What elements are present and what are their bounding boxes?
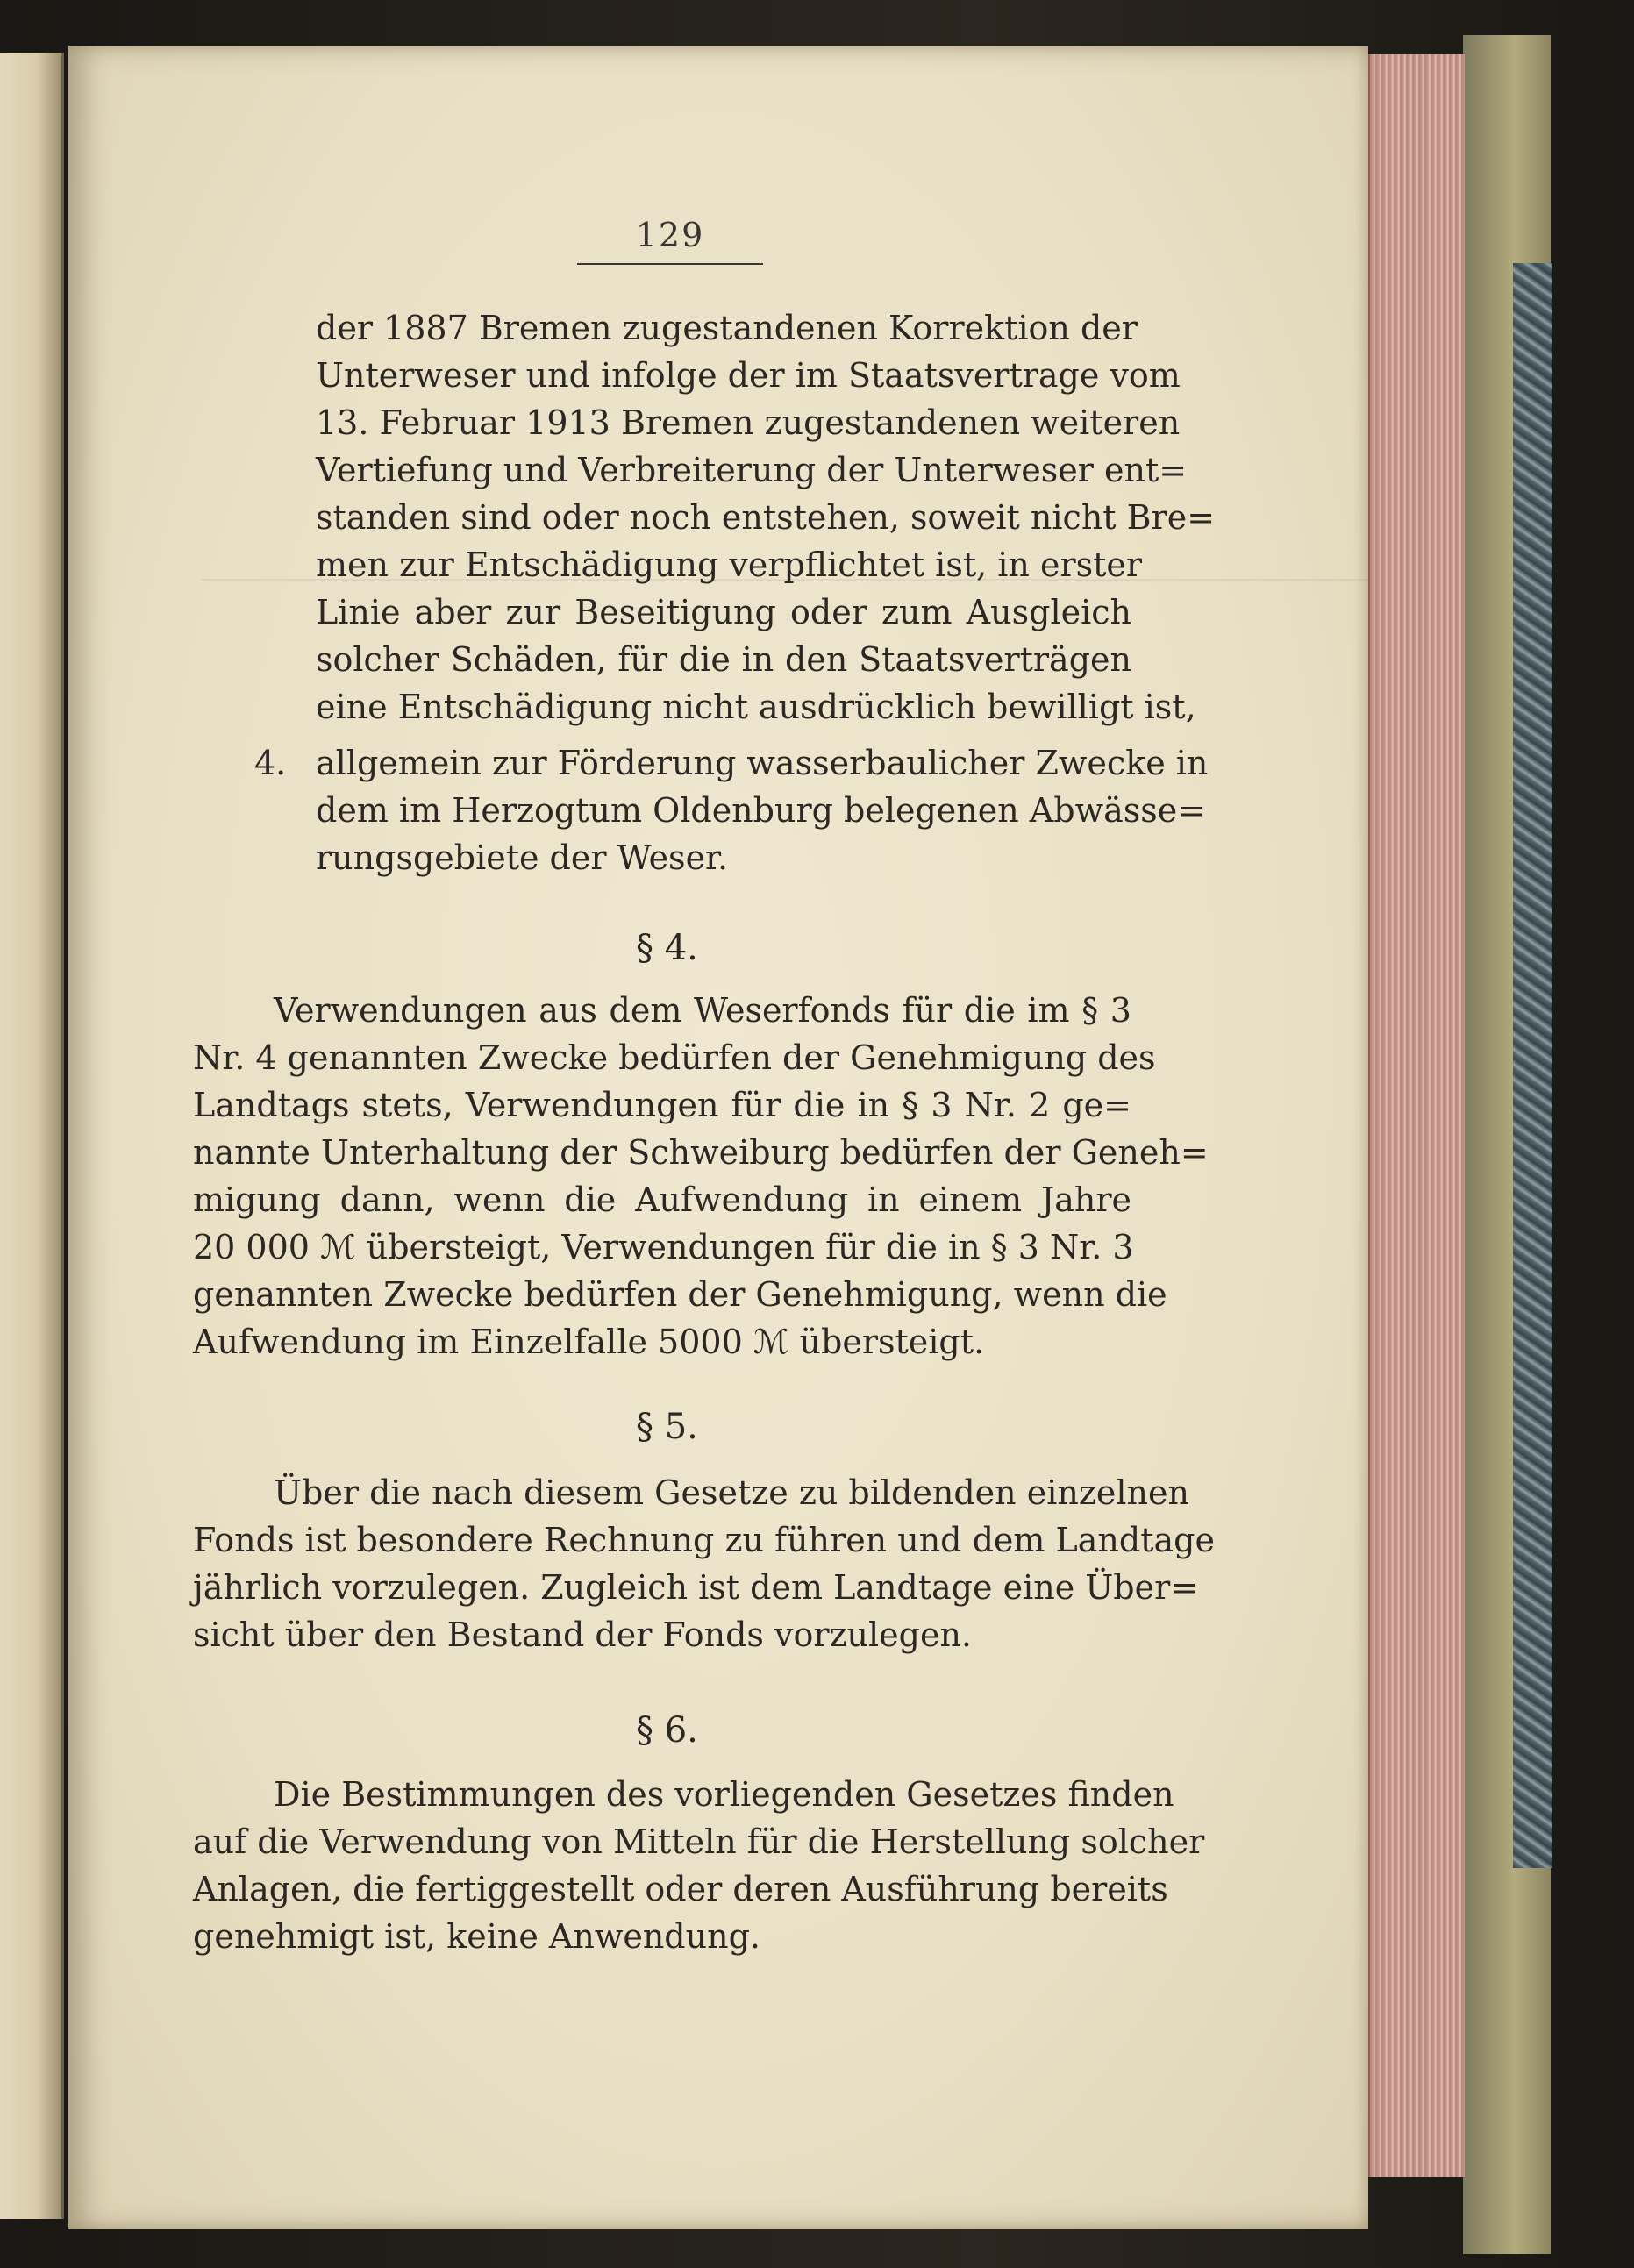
page-number: 129 bbox=[635, 216, 705, 254]
text-line: Linie aber zur Beseitigung oder zum Ausgleich bbox=[316, 593, 1131, 631]
text-line: Aufwendung im Einzelfalle 5000 ℳ übersteigt. bbox=[193, 1323, 985, 1361]
left-page-edge bbox=[0, 53, 64, 2219]
text-line: men zur Entschädigung verpflichtet ist, in erster bbox=[316, 546, 1143, 584]
text-line: Landtags stets, Verwendungen für die in § 3 Nr. 2 ge= bbox=[193, 1086, 1131, 1124]
text-line: 20 000 ℳ übersteigt, Verwendungen für die in § 3 Nr. 3 bbox=[193, 1228, 1134, 1266]
page-block-edges bbox=[1368, 54, 1465, 2177]
text-line: sicht über den Bestand der Fonds vorzulegen. bbox=[193, 1615, 972, 1654]
text-line: Unterweser und infolge der im Staatsvertrage vom bbox=[316, 356, 1181, 395]
text-line: 13. Februar 1913 Bremen zugestandenen weiteren bbox=[316, 403, 1181, 442]
text-line: Vertiefung und Verbreiterung der Unterweser ent= bbox=[316, 451, 1188, 489]
text-line: Die Bestimmungen des vorliegenden Gesetzes finden bbox=[274, 1775, 1174, 1814]
text-line: Nr. 4 genannten Zwecke bedürfen der Genehmigung des bbox=[193, 1038, 1156, 1077]
section-heading-6: § 6. bbox=[636, 1710, 698, 1751]
text-line: rungsgebiete der Weser. bbox=[316, 838, 729, 877]
text-line: der 1887 Bremen zugestandenen Korrektion der bbox=[316, 309, 1138, 347]
text-line: genannten Zwecke bedürfen der Genehmigung, wenn die bbox=[193, 1275, 1167, 1314]
text-line: eine Entschädigung nicht ausdrücklich bewilligt ist, bbox=[316, 688, 1196, 726]
text-line: genehmigt ist, keine Anwendung. bbox=[193, 1917, 760, 1956]
text-line: nannte Unterhaltung der Schweiburg bedürfen der Geneh= bbox=[193, 1133, 1209, 1172]
text-line: Über die nach diesem Gesetze zu bildenden einzelnen bbox=[274, 1473, 1189, 1512]
text-line: Verwendungen aus dem Weserfonds für die im § 3 bbox=[274, 991, 1131, 1030]
text-line: allgemein zur Förderung wasserbaulicher Zwecke in bbox=[316, 744, 1209, 782]
marbled-cover-strip bbox=[1513, 263, 1552, 1868]
section-heading-4: § 4. bbox=[636, 928, 698, 968]
text-line: Fonds ist besondere Rechnung zu führen und dem Landtage bbox=[193, 1521, 1215, 1559]
page-number-rule bbox=[577, 263, 763, 265]
text-line: jährlich vorzulegen. Zugleich ist dem Landtage eine Über= bbox=[193, 1568, 1199, 1607]
text-line: dem im Herzogtum Oldenburg belegenen Abwässe= bbox=[316, 791, 1206, 830]
text-line: solcher Schäden, für die in den Staatsverträgen bbox=[316, 640, 1131, 679]
text-line: standen sind oder noch entstehen, soweit nicht Bre= bbox=[316, 498, 1216, 537]
item-number-4: 4. bbox=[254, 744, 287, 782]
text-line: migung dann, wenn die Aufwendung in einem Jahre bbox=[193, 1180, 1131, 1219]
text-line: auf die Verwendung von Mitteln für die Herstellung solcher bbox=[193, 1822, 1205, 1861]
text-line: Anlagen, die fertiggestellt oder deren Ausführung bereits bbox=[193, 1870, 1168, 1908]
section-heading-5: § 5. bbox=[636, 1407, 698, 1447]
